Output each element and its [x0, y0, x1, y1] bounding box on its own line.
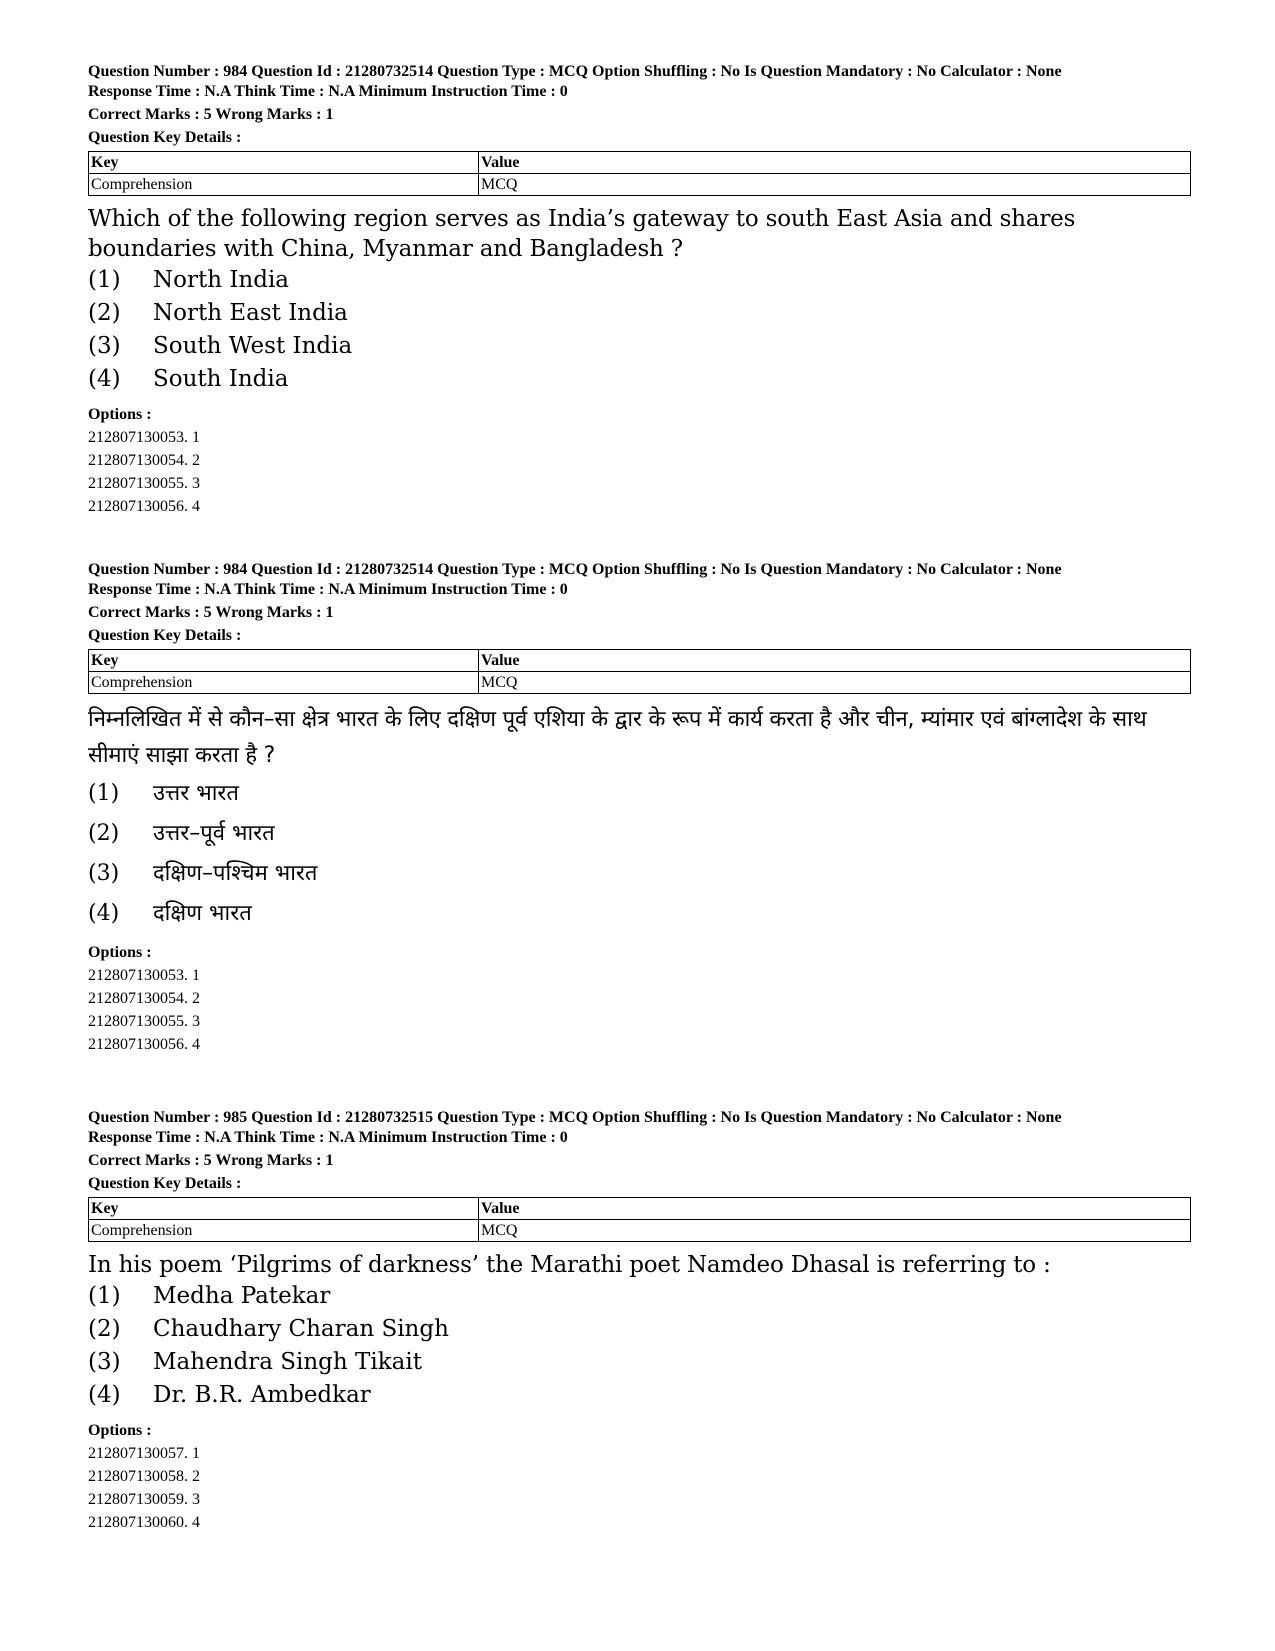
options-label: Options : — [88, 1422, 152, 1439]
choice-text: दक्षिण भारत — [153, 901, 252, 926]
choice-number: (4) — [88, 366, 121, 392]
option-id: 212807130057. 1 — [88, 1445, 200, 1462]
option-id: 212807130054. 2 — [88, 990, 200, 1007]
question-meta-line: Response Time : N.A Think Time : N.A Minimum Instruction Time : 0 — [88, 1129, 568, 1146]
table-header-key: Key — [89, 1198, 479, 1220]
choice-text: North East India — [153, 300, 348, 326]
choice-text: दक्षिण–पश्चिम भारत — [153, 861, 318, 886]
choice-item — [88, 1280, 1198, 1313]
option-id: 212807130060. 4 — [88, 1514, 200, 1531]
choice-number: (3) — [88, 1349, 121, 1375]
table-header-row — [89, 152, 1191, 174]
question-meta-line: Question Number : 984 Question Id : 21280732514 Question Type : MCQ Option Shuffling : No Is Question Mandatory : No Calculator : None — [88, 63, 1062, 80]
choice-number: (1) — [88, 781, 120, 806]
option-id: 212807130055. 3 — [88, 475, 200, 492]
table-cell-value: MCQ — [479, 672, 1191, 694]
option-id: 212807130058. 2 — [88, 1468, 200, 1485]
question-block-2 — [88, 560, 1198, 1056]
question-block-1 — [88, 62, 1198, 518]
key-value-table — [88, 649, 1191, 694]
choice-text: उत्तर भारत — [153, 781, 239, 806]
choice-item — [88, 330, 1198, 363]
question-text: निम्नलिखित में से कौन–सा क्षेत्र भारत के लिए दक्षिण पूर्व एशिया के द्वार के रूप में कार्य करता है और चीन, म्यांमार एवं बांग्लादेश के साथ सीमाएं साझा करता है ? — [88, 707, 1147, 768]
choice-number: (2) — [88, 300, 121, 326]
table-header-value: Value — [479, 650, 1191, 672]
question-text: In his poem ‘Pilgrims of darkness’ the Marathi poet Namdeo Dhasal is referring to : — [88, 1252, 1051, 1278]
table-header-value: Value — [479, 1198, 1191, 1220]
question-meta-line: Question Number : 984 Question Id : 21280732514 Question Type : MCQ Option Shuffling : No Is Question Mandatory : No Calculator : None — [88, 561, 1062, 578]
choice-text: Chaudhary Charan Singh — [153, 1316, 449, 1342]
key-value-table — [88, 151, 1191, 196]
question-meta — [88, 62, 1198, 148]
choice-item — [88, 264, 1198, 297]
table-header-row — [89, 650, 1191, 672]
option-id: 212807130054. 2 — [88, 452, 200, 469]
question-meta-line: Question Number : 985 Question Id : 21280732515 Question Type : MCQ Option Shuffling : No Is Question Mandatory : No Calculator : None — [88, 1109, 1062, 1126]
choice-item — [88, 297, 1198, 330]
choice-number: (3) — [88, 333, 121, 359]
option-id: 212807130053. 1 — [88, 429, 200, 446]
choice-item — [88, 1313, 1198, 1346]
table-row — [89, 174, 1191, 196]
table-cell-key: Comprehension — [89, 672, 479, 694]
choice-text: उत्तर–पूर्व भारत — [153, 821, 275, 846]
marks-line: Correct Marks : 5 Wrong Marks : 1 — [88, 106, 334, 123]
choice-item — [88, 1379, 1198, 1412]
table-row — [89, 672, 1191, 694]
choice-item — [88, 774, 1198, 814]
table-header-key: Key — [89, 650, 479, 672]
choice-text: South West India — [153, 333, 353, 359]
choice-item — [88, 814, 1198, 854]
choice-number: (4) — [88, 901, 120, 926]
key-details-label: Question Key Details : — [88, 1175, 242, 1192]
choice-number: (2) — [88, 1316, 121, 1342]
options-label: Options : — [88, 406, 152, 423]
choice-number: (2) — [88, 821, 120, 846]
table-cell-value: MCQ — [479, 1220, 1191, 1242]
choice-number: (4) — [88, 1382, 121, 1408]
key-details-label: Question Key Details : — [88, 129, 242, 146]
table-cell-value: MCQ — [479, 174, 1191, 196]
option-id: 212807130056. 4 — [88, 1036, 200, 1053]
table-header-key: Key — [89, 152, 479, 174]
question-meta — [88, 560, 1198, 646]
question-block-3 — [88, 1108, 1198, 1534]
choice-list — [88, 1280, 1198, 1412]
question-text: Which of the following region serves as India’s gateway to south East Asia and shares boundaries with China, Myanmar and Bangladesh ? — [88, 206, 1076, 262]
choice-item — [88, 363, 1198, 396]
choice-text: Mahendra Singh Tikait — [153, 1349, 422, 1375]
option-id: 212807130053. 1 — [88, 967, 200, 984]
table-header-row — [89, 1198, 1191, 1220]
choice-text: North India — [153, 267, 290, 293]
options-label: Options : — [88, 944, 152, 961]
choice-text: Dr. B.R. Ambedkar — [153, 1382, 371, 1408]
key-details-label: Question Key Details : — [88, 627, 242, 644]
choice-number: (1) — [88, 267, 121, 293]
choice-item — [88, 854, 1198, 894]
table-cell-key: Comprehension — [89, 174, 479, 196]
marks-line: Correct Marks : 5 Wrong Marks : 1 — [88, 1152, 334, 1169]
choice-text: Medha Patekar — [153, 1283, 331, 1309]
table-row — [89, 1220, 1191, 1242]
table-cell-key: Comprehension — [89, 1220, 479, 1242]
marks-line: Correct Marks : 5 Wrong Marks : 1 — [88, 604, 334, 621]
choice-list — [88, 774, 1198, 934]
key-value-table — [88, 1197, 1191, 1242]
option-id: 212807130059. 3 — [88, 1491, 200, 1508]
question-meta — [88, 1108, 1198, 1194]
choice-item — [88, 1346, 1198, 1379]
question-meta-line: Response Time : N.A Think Time : N.A Minimum Instruction Time : 0 — [88, 581, 568, 598]
choice-list — [88, 264, 1198, 396]
option-id: 212807130055. 3 — [88, 1013, 200, 1030]
choice-text: South India — [153, 366, 289, 392]
option-id: 212807130056. 4 — [88, 498, 200, 515]
choice-item — [88, 894, 1198, 934]
question-meta-line: Response Time : N.A Think Time : N.A Minimum Instruction Time : 0 — [88, 83, 568, 100]
choice-number: (1) — [88, 1283, 121, 1309]
choice-number: (3) — [88, 861, 120, 886]
table-header-value: Value — [479, 152, 1191, 174]
